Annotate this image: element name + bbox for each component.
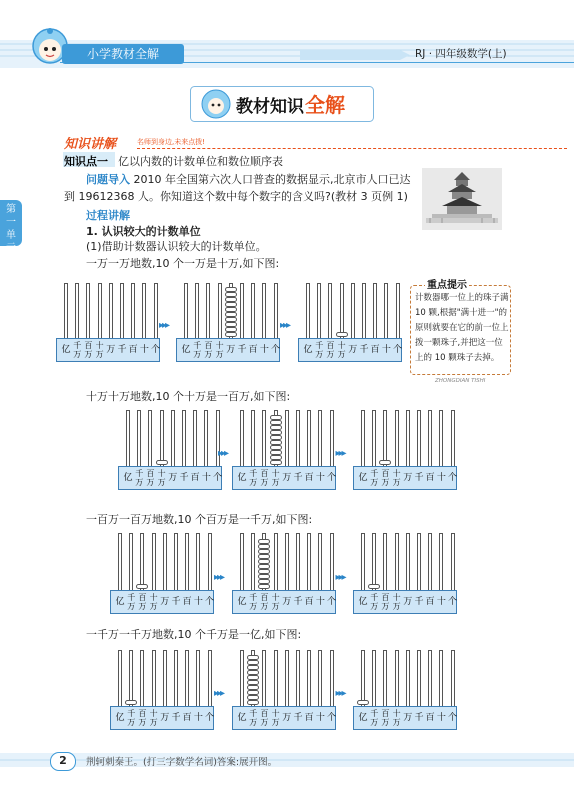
abacus-rod [384,283,388,340]
abacus-rod [439,410,443,468]
abacus-place-label: 千 [359,345,369,355]
abacus-place-label: 百万 [84,341,93,359]
arrow-icon: ▸▸▸ [214,688,224,699]
abacus-rod [196,650,200,708]
abacus-bead [258,559,270,564]
abacus-bead [357,700,369,705]
tip-title: 重点提示 [425,276,469,291]
abacus-bead [258,579,270,584]
abacus-rod [361,410,365,468]
abacus-place-label: 个 [205,713,215,723]
abacus-place-label: 十 [193,597,203,607]
header-ribbon [300,48,410,62]
abacus-place-label: 万 [160,597,170,607]
abacus-place-label: 万 [403,473,413,483]
intro-label: 问题导入 [86,173,130,186]
abacus-place-label: 万 [160,713,170,723]
abacus-rod [109,283,113,340]
arrow-icon: ▸▸▸ [335,688,345,699]
row-1-text: 一万一万地数,10 个一万是十万,如下图: [86,257,280,270]
abacus-place-label: 十 [259,345,269,355]
abacus-rod [296,650,300,708]
row-3-text: 一百万一百万地数,10 个百万是一千万,如下图: [86,513,313,526]
abacus-rod [208,650,212,708]
abacus-place-label: 千万 [370,469,379,487]
abacus-place-label: 十万 [392,593,401,611]
abacus-bead [258,564,270,569]
intro-text-1: 2010 年全国第六次人口普查的数据显示,北京市人口已达 [133,173,411,186]
abacus-place-label: 亿 [61,345,71,355]
abacus-place-label: 千 [171,597,181,607]
abacus-rod [174,533,178,592]
abacus-place-label: 十万 [157,469,166,487]
abacus-rod [185,650,189,708]
abacus-bead [125,700,137,705]
abacus-rod [428,410,432,468]
abacus-bead [270,435,282,440]
abacus-place-label: 百 [304,713,314,723]
step-1a-text: (1)借助计数器认识较大的计数单位。 [86,240,267,253]
abacus-rod [406,410,410,468]
abacus-rod [126,410,130,468]
abacus-rod [218,283,222,340]
abacus-place-label: 十 [381,345,391,355]
abacus-place-label: 百万 [204,341,213,359]
abacus-rod [395,650,399,708]
arrow-icon: ▸▸▸ [335,448,345,459]
abacus-rod [318,410,322,468]
abacus-place-label: 十万 [271,593,280,611]
abacus-rod [118,650,122,708]
abacus-place-label: 千 [171,713,181,723]
abacus-place-label: 千 [293,713,303,723]
abacus-rod [383,650,387,708]
abacus-place-label: 十 [201,473,211,483]
abacus-place-label: 百万 [138,593,147,611]
abacus-bead [247,685,259,690]
abacus-rod [296,533,300,592]
abacus-place-label: 千 [293,473,303,483]
abacus-rod [307,410,311,468]
abacus-rod [274,283,278,340]
abacus-place-label: 千万 [370,593,379,611]
abacus-rod [417,650,421,708]
abacus-rod [240,283,244,340]
abacus-place-label: 千万 [127,709,136,727]
abacus-place-label: 百万 [260,593,269,611]
abacus-place-label: 十 [193,713,203,723]
abacus-place-label: 百 [304,473,314,483]
abacus-rod [330,533,334,592]
abacus-rod [372,410,376,468]
abacus-place-label: 千 [414,713,424,723]
abacus-rod [395,410,399,468]
abacus-bead [225,322,237,327]
abacus-place-label: 百 [182,597,192,607]
abacus-bead [258,544,270,549]
abacus-place-label: 百 [182,713,192,723]
abacus-place-label: 千万 [249,593,258,611]
abacus-place-label: 亿 [123,473,133,483]
abacus-place-label: 百 [425,597,435,607]
abacus-rod [362,283,366,340]
abacus-bead [258,584,270,589]
section-title-accent: 全解 [305,93,345,117]
abacus-rod [451,650,455,708]
arrow-icon: ▸▸▸ [218,448,228,459]
abacus-rod [317,283,321,340]
abacus-rod [307,650,311,708]
abacus-place-label: 个 [205,597,215,607]
abacus-rod [417,410,421,468]
abacus-rod [395,533,399,592]
abacus-place-label: 亿 [237,597,247,607]
abacus-bead [379,460,391,465]
abacus-place-label: 十万 [95,341,104,359]
abacus-rod [451,533,455,592]
abacus-rod [262,650,266,708]
abacus-bead [258,574,270,579]
abacus-place-label: 千万 [73,341,82,359]
abacus-bead [247,695,259,700]
abacus-rod [64,283,68,340]
abacus-place-label: 千 [414,597,424,607]
abacus-place-label: 百 [425,473,435,483]
brand-label: 小学教材全解 [62,44,184,64]
abacus-bead [225,302,237,307]
abacus-place-label: 十万 [271,709,280,727]
abacus-place-label: 千万 [249,709,258,727]
tip-foot: ZHONGDIAN TISHI [435,378,486,384]
abacus-place-label: 千 [117,345,127,355]
abacus-rod [318,650,322,708]
abacus-rod [148,410,152,468]
abacus-place-label: 百 [304,597,314,607]
abacus-bead [270,425,282,430]
abacus-rod [118,533,122,592]
abacus-bead [270,415,282,420]
abacus-rod [75,283,79,340]
abacus-rod [251,283,255,340]
abacus-rod [330,650,334,708]
abacus-place-label: 千万 [135,469,144,487]
abacus-place-label: 亿 [237,713,247,723]
page-number: 2 [50,752,76,771]
abacus-rod [285,650,289,708]
abacus-rod [406,650,410,708]
abacus-bead [225,327,237,332]
abacus-place-label: 千万 [249,469,258,487]
abacus-rod [129,533,133,592]
abacus-place-label: 万 [348,345,358,355]
abacus-place-label: 个 [448,597,458,607]
abacus-rod [383,533,387,592]
abacus-rod [406,533,410,592]
abacus-rod [274,650,278,708]
abacus-bead [258,569,270,574]
abacus-rod [417,533,421,592]
abacus-place-label: 十 [315,713,325,723]
abacus-place-label: 千万 [127,593,136,611]
knowledge-explain-slogan: 名师到身边,未来点拨! [137,138,206,146]
abacus-bead [270,430,282,435]
abacus-place-label: 十 [315,597,325,607]
temple-of-heaven-image [422,168,502,230]
knowledge-explain-label: 知识讲解 [64,137,117,152]
abacus-rod [137,410,141,468]
abacus-rod [196,533,200,592]
row-2-text: 十万十万地数,10 个十万是一百万,如下图: [86,390,291,403]
abacus-bead [270,445,282,450]
abacus-place-label: 个 [151,345,161,355]
intro-line-2: 到 19612368 人。你知道这个数中每个数字的含义吗?(教材 3 页例 1) [64,190,408,203]
arrow-icon: ▸▸▸ [159,320,169,331]
abacus-rod [206,283,210,340]
abacus-place-label: 亿 [358,713,368,723]
abacus-bead [136,584,148,589]
abacus-rod [451,410,455,468]
abacus-rod [240,650,244,708]
abacus-place-label: 千 [414,473,424,483]
abacus-bead [225,307,237,312]
abacus-place-label: 百万 [381,709,390,727]
abacus-rod [86,283,90,340]
abacus-bead [247,655,259,660]
tip-text: 计数器哪一位上的珠子满 10 颗,根据"满十进一"的原则就要在它的前一位上拨一颗珠子,并把这一位上的 10 颗珠子去掉。 [415,293,509,363]
abacus-rod [274,533,278,592]
abacus-rod [131,283,135,340]
abacus-bead [225,297,237,302]
footer-riddle: 荆轲刺秦王。(打三字数学名词)答案:展开图。 [86,757,278,768]
abacus-bead [225,287,237,292]
abacus-place-label: 千万 [315,341,324,359]
abacus-place-label: 个 [327,473,337,483]
abacus-bead [247,675,259,680]
abacus-place-label: 亿 [358,473,368,483]
abacus-rod [185,533,189,592]
abacus-place-label: 千 [179,473,189,483]
abacus-rod [154,283,158,340]
row-4-text: 一千万一千万地数,10 个千万是一亿,如下图: [86,628,302,641]
abacus-bead [270,455,282,460]
abacus-rod [140,650,144,708]
abacus-place-label: 亿 [115,713,125,723]
abacus-rod [184,283,188,340]
abacus-bead [368,584,380,589]
intro-line-1 [86,171,416,188]
abacus-rod [396,283,400,340]
abacus-rod [361,533,365,592]
step-1-heading: 1. 认识较大的计数单位 [86,225,201,238]
abacus-place-label: 万 [282,597,292,607]
abacus-place-label: 个 [327,597,337,607]
abacus-place-label: 百 [248,345,258,355]
abacus-rod [307,533,311,592]
abacus-rod [318,533,322,592]
abacus-bead [225,332,237,337]
abacus-place-label: 亿 [303,345,313,355]
abacus-bead [336,332,348,337]
abacus-rod [98,283,102,340]
abacus-place-label: 十万 [149,593,158,611]
abacus-bead [247,670,259,675]
abacus-rod [240,410,244,468]
abacus-rod [204,410,208,468]
abacus-place-label: 万 [403,597,413,607]
abacus-place-label: 十 [315,473,325,483]
abacus-place-label: 个 [448,713,458,723]
abacus-place-label: 亿 [237,473,247,483]
abacus-place-label: 百万 [381,469,390,487]
abacus-rod [216,410,220,468]
abacus-rod [163,533,167,592]
abacus-place-label: 个 [271,345,281,355]
abacus-bead [270,460,282,465]
abacus-bead [247,660,259,665]
abacus-rod [439,650,443,708]
abacus-place-label: 个 [327,713,337,723]
abacus-rod [439,533,443,592]
abacus-place-label: 个 [213,473,223,483]
abacus-place-label: 万 [226,345,236,355]
abacus-rod [240,533,244,592]
abacus-rod [251,533,255,592]
abacus-place-label: 百 [425,713,435,723]
abacus-rod [330,410,334,468]
abacus-place-label: 千 [237,345,247,355]
abacus-place-label: 万 [106,345,116,355]
abacus-rod [285,410,289,468]
abacus-rod [152,650,156,708]
abacus-rod [306,283,310,340]
abacus-rod [428,533,432,592]
abacus-place-label: 十万 [271,469,280,487]
abacus-bead [258,554,270,559]
abacus-rod [251,410,255,468]
abacus-place-label: 百万 [260,469,269,487]
abacus-place-label: 万 [282,473,292,483]
abacus-place-label: 百万 [260,709,269,727]
abacus-rod [372,650,376,708]
abacus-place-label: 个 [393,345,403,355]
abacus-bead [247,700,259,705]
abacus-place-label: 万 [403,713,413,723]
abacus-rod [373,283,377,340]
abacus-place-label: 亿 [115,597,125,607]
abacus-place-label: 十 [139,345,149,355]
abacus-place-label: 千万 [193,341,202,359]
unit-side-tab-label: 第一单元 [6,204,16,254]
abacus-place-label: 十 [436,597,446,607]
arrow-icon: ▸▸▸ [280,320,290,331]
abacus-place-label: 万 [282,713,292,723]
abacus-place-label: 百万 [146,469,155,487]
abacus-bead [270,420,282,425]
knowledge-point-label: 知识点一 [64,155,108,168]
abacus-rod [296,410,300,468]
abacus-bead [270,450,282,455]
process-label: 过程讲解 [86,209,130,222]
abacus-place-label: 千万 [370,709,379,727]
arrow-icon: ▸▸▸ [214,572,224,583]
abacus-bead [156,460,168,465]
abacus-rod [285,533,289,592]
abacus-place-label: 十万 [337,341,346,359]
abacus-rod [152,533,156,592]
abacus-place-label: 十万 [392,709,401,727]
abacus-rod [195,283,199,340]
abacus-rod [428,650,432,708]
section-title: 教材知识 [236,97,304,117]
abacus-bead [225,292,237,297]
arrow-icon: ▸▸▸ [335,572,345,583]
abacus-place-label: 十 [436,713,446,723]
abacus-bead [258,539,270,544]
abacus-rod [174,650,178,708]
abacus-bead [247,665,259,670]
abacus-rod [182,410,186,468]
abacus-place-label: 亿 [358,597,368,607]
abacus-rod [262,410,266,468]
divider [137,148,567,150]
abacus-place-label: 十 [436,473,446,483]
abacus-rod [142,283,146,340]
abacus-rod [351,283,355,340]
abacus-bead [247,680,259,685]
abacus-place-label: 百万 [326,341,335,359]
knowledge-point-title: 亿以内数的计数单位和数位顺序表 [118,155,283,168]
abacus-place-label: 十万 [149,709,158,727]
abacus-place-label: 个 [448,473,458,483]
abacus-bead [225,317,237,322]
abacus-place-label: 百 [128,345,138,355]
abacus-bead [247,690,259,695]
abacus-rod [120,283,124,340]
abacus-place-label: 百 [190,473,200,483]
abacus-bead [258,549,270,554]
abacus-rod [208,533,212,592]
abacus-rod [262,283,266,340]
abacus-place-label: 十万 [215,341,224,359]
abacus-rod [163,650,167,708]
abacus-place-label: 百 [370,345,380,355]
abacus-rod [193,410,197,468]
abacus-place-label: 百万 [381,593,390,611]
abacus-place-label: 万 [168,473,178,483]
abacus-place-label: 千 [293,597,303,607]
abacus-place-label: 百万 [138,709,147,727]
abacus-bead [225,312,237,317]
edition-label: RJ · 四年级数学(上) [415,48,507,60]
abacus-place-label: 亿 [181,345,191,355]
abacus-rod [171,410,175,468]
abacus-rod [328,283,332,340]
abacus-place-label: 十万 [392,469,401,487]
abacus-bead [270,440,282,445]
